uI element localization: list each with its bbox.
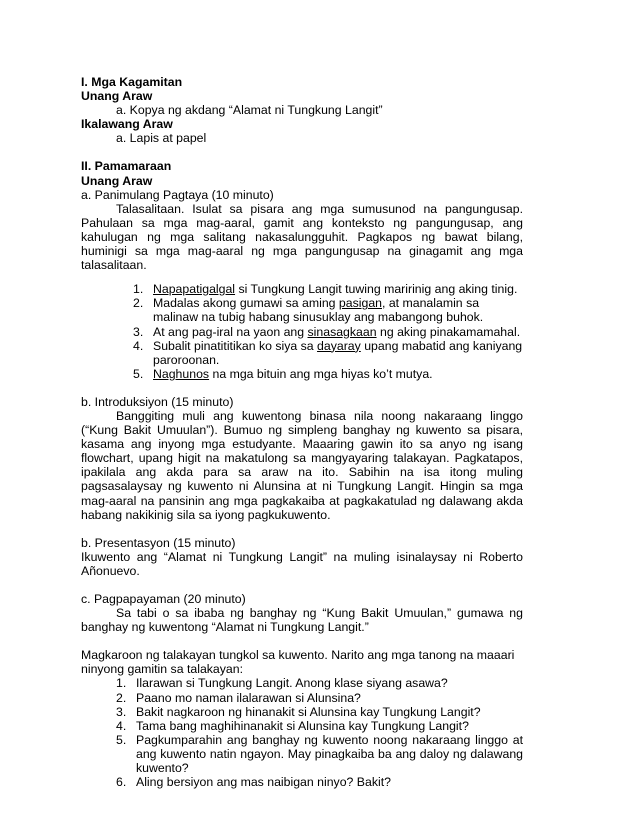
question-item [116, 775, 523, 789]
subsection-title-panimulang-pagtaya: a. Panimulang Pagtaya (10 minuto) [81, 187, 274, 202]
vocab-item [133, 339, 523, 367]
vocab-item-number: 2. [133, 296, 144, 311]
day1-item: a. Kopya ng akdang “Alamat ni Tungkung Langit” [116, 103, 383, 118]
question-number: 1. [116, 676, 127, 691]
subsection-title-presentasyon: b. Presentasyon (15 minuto) [81, 535, 236, 550]
question-item [116, 705, 523, 719]
subsection-title-pagpapayaman: c. Pagpapayaman (20 minuto) [81, 592, 246, 606]
question-number: 3. [116, 704, 127, 719]
question-item [116, 733, 523, 775]
paragraph-talasalitaan: Talasalitaan. Isulat sa pisara ang mga sumusunod na pangungusap. Pahulaan sa mga mag-aaral, gamit ang konteksto ng pangungusap, ang kahulugan ng mga salitang nakasalungguhit. Pagkapos ng bawat bilang, huminigi sa mga mag-aaral ng mga pangungusap na ginagamit ang mga talasalitaan. [81, 201, 523, 273]
vocab-item-number: 4. [133, 338, 144, 353]
vocab-item [133, 367, 523, 381]
vocab-item-word: sinasagkaan [307, 324, 377, 339]
vocab-item-number: 1. [133, 282, 144, 297]
vocabulary-list [133, 282, 523, 381]
question-item [116, 719, 523, 733]
vocab-item-post: , at manalamin sa malinaw na tubig habang sinusuklay ang mabangong buhok. [153, 296, 484, 325]
paragraph-presentasyon: Ikuwento ang “Alamat ni Tungkung Langit” na muling isinalaysay ni Roberto Añonuevo. [81, 549, 523, 578]
vocab-item-number: 3. [133, 324, 144, 339]
day2-label: Ikalawang Araw [81, 117, 173, 132]
day1-label: Unang Araw [81, 89, 153, 104]
vocab-item-pre: At ang pag-iral na yaon ang [153, 324, 308, 339]
vocab-item [133, 282, 523, 296]
vocab-item-word: Napapatigalgal [153, 282, 236, 297]
question-item [116, 676, 523, 690]
day2-item: a. Lapis at papel [116, 131, 207, 146]
vocab-item-pre: Madalas akong gumawi sa aming [153, 296, 339, 311]
vocab-item-post: upang mabatid ang kaniyang paroroonan. [153, 338, 523, 367]
vocab-item [133, 325, 523, 339]
vocab-item-word: dayaray [317, 338, 361, 353]
vocab-item-pre: Subalit pinatititikan ko siya sa [153, 338, 318, 353]
question-number: 4. [116, 718, 127, 733]
question-item [116, 691, 523, 705]
vocab-item-word: pasigan [338, 296, 382, 311]
paragraph-pagpapayaman: Sa tabi o sa ibaba ng banghay ng “Kung Bakit Umuulan,” gumawa ng banghay ng kuwentong “Alamat ni Tungkung Langit.” [81, 606, 523, 635]
pamamaraan-day1-label: Unang Araw [81, 173, 153, 188]
subsection-title-introduksiyon: b. Introduksiyon (15 minuto) [81, 394, 234, 409]
document-page [81, 75, 523, 789]
vocab-item [133, 296, 523, 324]
paragraph-introduksiyon: Banggiting muli ang kuwentong binasa nila noong nakaraang linggo (“Kung Bakit Umuulan”). Bumuo ng simpleng banghay ng kuwento sa pisara, kasama ang inyong mga estudyante. Maaaring gawin ito sa anyo ng isang flowchart, upang higit na makatulong sa mangyayaring talakayan. Pagkatapos, ipakilala ang akda para sa araw na ito. Sabihin na isa itong muling pagsasalaysay ng kuwento ni Alunsina at ni Tungkung Langit. Hingin sa mga mag-aaral na pansinin ang mga pagkakaiba at pagkakatulad ng dalawang akda habang nakikinig sila sa iyong pagkukuwento. [81, 408, 523, 522]
section-title-kagamitan: I. Mga Kagamitan [81, 75, 183, 89]
section-title-pamamaraan: II. Pamamaraan [81, 159, 172, 174]
question-text: Aling bersiyon ang mas naibigan ninyo? Bakit? [136, 775, 391, 790]
vocab-item-post: na mga bituin ang mga hiyas ko’t mutya. [209, 366, 433, 381]
discussion-questions-list [116, 676, 523, 789]
vocab-item-word: Naghunos [153, 366, 210, 381]
question-text: Pagkumparahin ang banghay ng kuwento noong nakaraang linggo at ang kuwento natin ngayon. May pinagkaiba ba ang daloy ng dalawang kuwento? [136, 732, 523, 776]
vocab-item-post: ng aking pinakamamahal. [376, 324, 521, 339]
question-text: Tama bang maghihinanakit si Alunsina kay Tungkung Langit? [136, 718, 469, 733]
question-text: Bakit nagkaroon ng hinanakit si Alunsina kay Tungkung Langit? [136, 704, 481, 719]
question-text: Paano mo naman ilalarawan si Alunsina? [136, 690, 361, 705]
vocab-item-post: si Tungkung Langit tuwing maririnig ang aking tinig. [235, 282, 518, 297]
question-text: Ilarawan si Tungkung Langit. Anong klase siyang asawa? [136, 676, 448, 691]
vocab-item-number: 5. [133, 366, 144, 381]
paragraph-talakayan: Magkaroon ng talakayan tungkol sa kuwento. Narito ang mga tanong na maaari ninyong gamitin sa talakayan: [81, 648, 515, 677]
question-number: 2. [116, 690, 127, 705]
question-number: 6. [116, 775, 127, 790]
question-number: 5. [116, 732, 127, 747]
